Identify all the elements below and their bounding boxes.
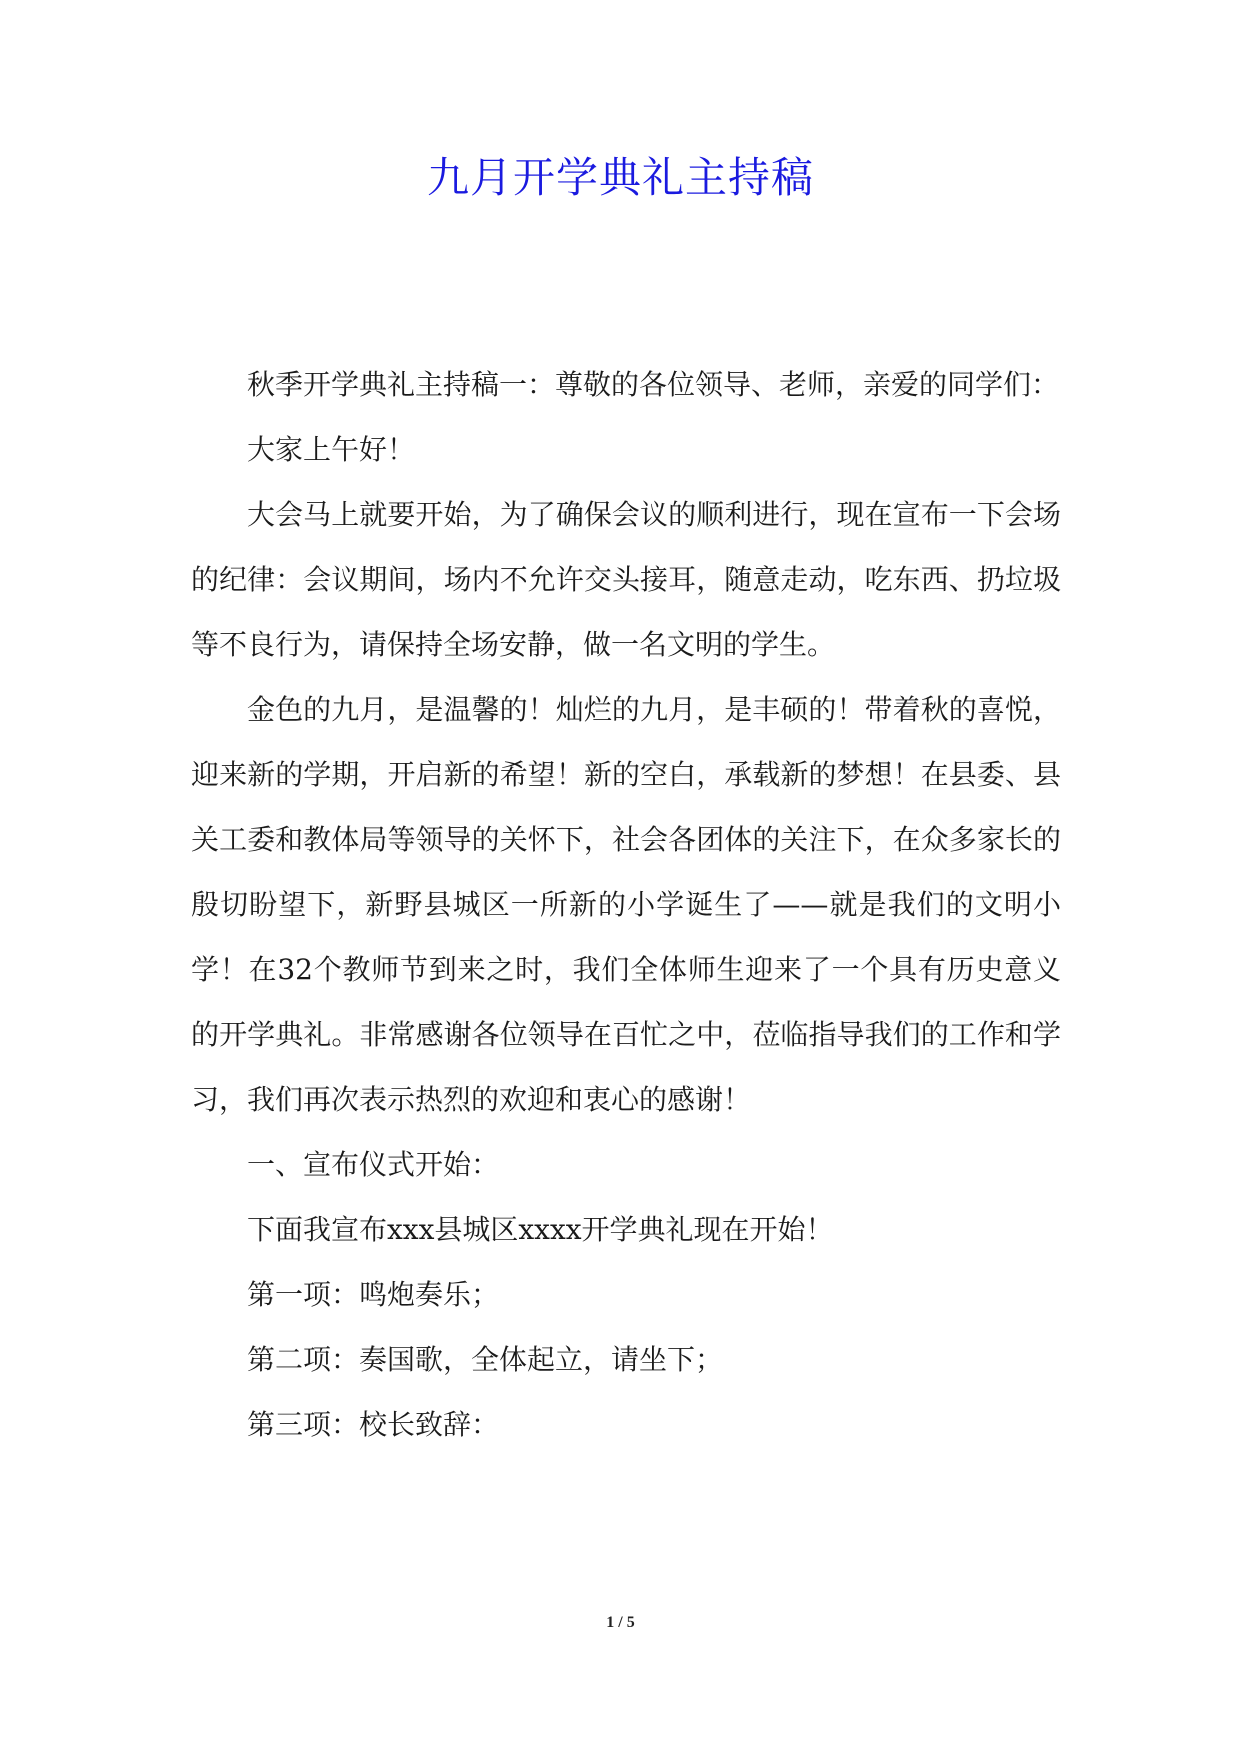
paragraph-announcement: 下面我宣布xxx县城区xxxx开学典礼现在开始！: [247, 1213, 834, 1246]
document-body: [191, 352, 1061, 1457]
paragraph-item-one: 第一项：鸣炮奏乐；: [247, 1278, 500, 1311]
page-number: 1 / 5: [606, 1614, 635, 1631]
paragraph-hello: 大家上午好！: [247, 433, 416, 466]
paragraph-section-one: 一、宣布仪式开始：: [247, 1148, 500, 1181]
document-title: 九月开学典礼主持稿: [426, 153, 814, 202]
paragraph-introduction: 金色的九月，是温馨的！灿烂的九月，是丰硕的！带着秋的喜悦，迎来新的学期，开启新的希望！新的空白，承载新的梦想！在县委、县关工委和教体局等领导的关怀下，社会各团体的关注下，在众多家长的殷切盼望下，新野县城区一所新的小学诞生了——就是我们的文明小学！在32个教师节到来之时，我们全体师生迎来了一个具有历史意义的开学典礼。非常感谢各位领导在百忙之中，莅临指导我们的工作和学习，我们再次表示热烈的欢迎和衷心的感谢！: [191, 693, 1061, 1116]
paragraph-item-three: 第三项：校长致辞：: [247, 1408, 500, 1441]
paragraph-item-two: 第二项：奏国歌，全体起立，请坐下；: [247, 1343, 724, 1376]
paragraph-greeting: 秋季开学典礼主持稿一：尊敬的各位领导、老师，亲爱的同学们：: [247, 368, 1060, 401]
paragraph-discipline: 大会马上就要开始，为了确保会议的顺利进行，现在宣布一下会场的纪律：会议期间，场内不允许交头接耳，随意走动，吃东西、扔垃圾等不良行为，请保持全场安静，做一名文明的学生。: [191, 498, 1061, 661]
